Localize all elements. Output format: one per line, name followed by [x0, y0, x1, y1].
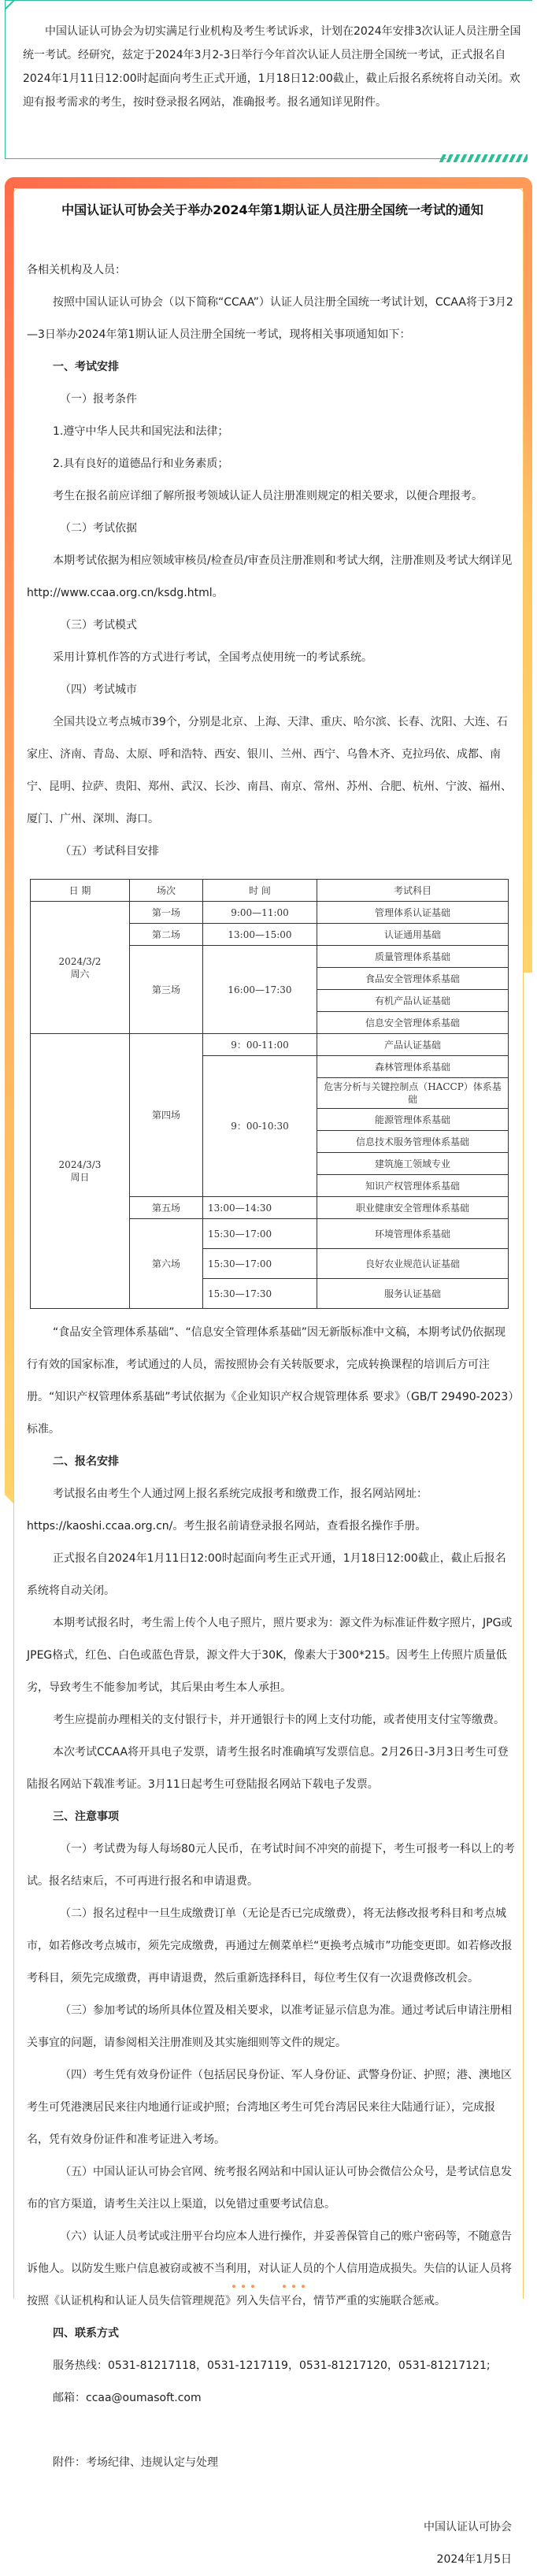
- subject-cell: 产品认证基础: [317, 1034, 509, 1056]
- intro-text: 中国认证认可协会为切实满足行业机构及考生考试诉求，计划在2024年安排3次认证人员注册全国统一考试。经研究，兹定于2024年3月2-3日举行今年首次认证人员注册全国统一考试，正式报名自2024年1月11日12:00时起面向考生正式开通，1月18日12:00截止，截止后报名系统将自动关闭。欢迎有报考需求的考生，按时登录报名网站，准确报考。报名通知详见附件。: [23, 25, 521, 109]
- notice-content: [27, 188, 515, 2576]
- hotline-text: 服务热线：0531-81217118，0531-1217119，0531-81217120，0531-81217121;: [53, 2359, 491, 2372]
- sub1-heading: （一）报考条件: [60, 393, 137, 406]
- exam-mode-text: 采用计算机作答的方式进行考试，全国考点使用统一的考试系统。: [53, 651, 372, 664]
- subject-cell: 认证通用基础: [317, 924, 509, 946]
- table-header-row: [31, 880, 509, 902]
- section2-heading: 二、报名安排: [53, 1455, 119, 1468]
- subject-cell: 质量管理体系基础: [317, 946, 509, 968]
- notes-paragraph: （六）认证人员考试或注册平台均应本人进行操作，并妥善保管自己的账户密码等，不随意告诉他人。以防发生账户信息被窃或被不当利用，对认证人员的个人信用造成损失。失信的认证人员将按照《认证机构和认证人员失信管理规范》列入失信平台，情节严重的实施联合惩戒。: [27, 2230, 512, 2307]
- registration-paragraph: 本期考试报名时，考生需上传个人电子照片，照片要求为：源文件为标准证件数字照片，JPG或JPEG格式，红色、白色或蓝色背景，源文件大于30K，像素大于300*215。因考生上传照片质量低劣，导致考生不能参加考试，其后果由考生本人承担。: [27, 1617, 513, 1694]
- session-cell: 第六场: [130, 1219, 203, 1309]
- time-cell: 13:00—14:30: [203, 1197, 317, 1219]
- corner-decoration-icon: [5, 0, 14, 9]
- sub5-heading: （五）考试科目安排: [60, 845, 159, 858]
- subject-cell: 信息安全管理体系基础: [317, 1012, 509, 1034]
- time-cell: 9：00-11:00: [203, 1034, 317, 1056]
- registration-paragraph: 正式报名自2024年1月11日12:00时起面向考生正式开通，1月18日12:00截止，截止后报名系统将自动关闭。: [27, 1552, 506, 1597]
- table-row: [31, 1034, 509, 1056]
- salutation: 各相关机构及人员：: [27, 264, 126, 276]
- exam-schedule-table: [30, 879, 509, 1309]
- attachment-link[interactable]: 附件：考场纪律、违规认定与处理: [53, 2456, 218, 2469]
- notes-paragraph: （二）报名过程中一旦生成缴费订单（无论是否已完成缴费），将无法修改报考科目和考点城市，如若修改考点城市，须先完成缴费，再通过左侧菜单栏“更换考点城市”功能变更即。如若修改报考科目，须先完成缴费，再申请退费，然后重新选择科目，每位考生仅有一次退费修改机会。: [27, 1907, 513, 1985]
- time-cell: 15:30—17:00: [203, 1219, 317, 1249]
- subject-cell: 环境管理体系基础: [317, 1219, 509, 1249]
- session-cell: 第四场: [130, 1034, 203, 1197]
- exam-basis-text[interactable]: 本期考试依据为相应领域审核员/检查员/审查员注册准则和考试大纲，注册准则及考试大纲详见http://www.ccaa.org.cn/ksdg.html。: [27, 554, 513, 599]
- subject-cell: 信息技术服务管理体系基础: [317, 1131, 509, 1153]
- sub4-heading: （四）考试城市: [60, 684, 137, 696]
- exam-cities-text: 全国共设立考点城市39个，分别是北京、上海、天津、重庆、哈尔滨、长春、沈阳、大连、石家庄、济南、青岛、太原、呼和浩特、西安、银川、兰州、西宁、乌鲁木齐、克拉玛依、成都、南宁、昆明、拉萨、贵阳、郑州、武汉、长沙、南昌、南京、常州、苏州、合肥、杭州、宁波、福州、厦门、广州、深圳、海口。: [27, 716, 512, 825]
- sub3-heading: （三）考试模式: [60, 619, 137, 632]
- date-cell: 2024/3/2 周六: [31, 902, 130, 1034]
- card-frame-top: [5, 177, 532, 188]
- intro-divider: [6, 158, 446, 159]
- subject-cell: 食品安全管理体系基础: [317, 968, 509, 990]
- date-cell: 2024/3/3 周日: [31, 1034, 130, 1309]
- time-cell: 9:00—11:00: [203, 902, 317, 924]
- time-cell: 15:30—17:00: [203, 1249, 317, 1279]
- col-header-date: 日 期: [31, 880, 130, 902]
- card-frame-right: [523, 177, 532, 532]
- subject-cell: 能源管理体系基础: [317, 1109, 509, 1131]
- opening-paragraph: 按照中国认证认可协会（以下简称“CCAA”）认证人员注册全国统一考试计划，CCAA将于3月2—3日举办2024年第1期认证人员注册全国统一考试，现将相关事项通知如下：: [27, 296, 513, 341]
- condition-note: 考生在报名前应详细了解所报考领域认证人员注册准则规定的相关要求，以便合理报考。: [53, 490, 483, 502]
- sub2-heading: （二）考试依据: [60, 522, 137, 535]
- time-cell: 16:00—17:30: [203, 946, 317, 1034]
- session-cell: 第三场: [130, 946, 203, 1034]
- registration-paragraph[interactable]: 考试报名由考生个人通过网上报名系统完成报考和缴费工作，报名网站网址：https://kaoshi.ccaa.org.cn/。考生报名前请登录报名网站，查看报名操作手册。: [27, 1488, 428, 1533]
- subject-cell: 知识产权管理体系基础: [317, 1175, 509, 1197]
- subject-cell: 建筑施工领域专业: [317, 1153, 509, 1175]
- section1-heading: 一、考试安排: [53, 361, 119, 373]
- card-frame-right-lower: [523, 532, 532, 973]
- stripes-decoration-icon: [439, 154, 528, 162]
- col-header-session: 场次: [130, 880, 203, 902]
- time-cell: 9：00-10:30: [203, 1056, 317, 1197]
- subject-cell: 管理体系认证基础: [317, 902, 509, 924]
- condition-item: 1.遵守中华人民共和国宪法和法律；: [53, 425, 229, 438]
- time-cell: 15:30—17:30: [203, 1279, 317, 1309]
- ellipsis-decoration-icon: [0, 2276, 537, 2291]
- table-row: [31, 902, 509, 924]
- subject-cell: 森林管理体系基础: [317, 1056, 509, 1078]
- notes-paragraph: （四）考生凭有效身份证件（包括居民身份证、军人身份证、武警身份证、护照；港、澳地区考生可凭港澳居民来往内地通行证或护照；台湾地区考生可凭台湾居民来往大陆通行证），完成报名，凭有效身份证件和准考证进入考场。: [27, 2069, 512, 2146]
- signature-org: 中国认证认可协会: [424, 2521, 512, 2533]
- subject-cell: 有机产品认证基础: [317, 990, 509, 1012]
- subject-cell: 良好农业规范认证基础: [317, 1249, 509, 1279]
- signature-date: 2024年1月5日: [436, 2553, 512, 2566]
- subject-cell: 职业健康安全管理体系基础: [317, 1197, 509, 1219]
- session-cell: 第二场: [130, 924, 203, 946]
- session-cell: 第五场: [130, 1197, 203, 1219]
- intro-box: [5, 0, 532, 159]
- col-header-time: 时 间: [203, 880, 317, 902]
- email-text[interactable]: 邮箱：ccaa@oumasoft.com: [53, 2392, 202, 2404]
- session-cell: 第一场: [130, 902, 203, 924]
- section3-heading: 三、注意事项: [53, 1811, 119, 1823]
- notice-title: 中国认证认可协会关于举办2024年第1期认证人员注册全国统一考试的通知: [61, 202, 483, 217]
- table-note: “食品安全管理体系基础”、“信息安全管理体系基础”因无新版标准中文稿，本期考试仍依据现行有效的国家标准，考试通过的人员，需按照协会有关转版要求，完成转换课程的培训后方可注册。“知识产权管理体系基础”考试依据为《企业知识产权合规管理体系 要求》（GB/T 29490-2023）标准。: [27, 1326, 514, 1436]
- registration-paragraph: 本次考试CCAA将开具电子发票，请考生报名时准确填写发票信息。2月26日-3月3日考生可登陆报名网站下载准考证。3月11日起考生可登陆报名网站下载电子发票。: [27, 1746, 509, 1791]
- notes-paragraph: （三）参加考试的场所具体位置及相关要求，以准考证显示信息为准。通过考试后申请注册相关事宜的问题，请参阅相关注册准则及其实施细则等文件的规定。: [27, 2004, 512, 2049]
- time-cell: 13:00—15:00: [203, 924, 317, 946]
- col-header-subject: 考试科目: [317, 880, 509, 902]
- condition-item: 2.具有良好的道德品行和业务素质；: [53, 458, 229, 470]
- section4-heading: 四、联系方式: [53, 2327, 119, 2340]
- subject-cell: 服务认证基础: [317, 1279, 509, 1309]
- registration-paragraph: 考生应提前办理相关的支付银行卡，并开通银行卡的网上支付功能，或者使用支付宝等缴费。: [53, 1714, 505, 1726]
- notes-paragraph: （一）考试费为每人每场80元人民币，在考试时间不冲突的前提下，考生可报考一科以上的考试。报名结束后，不可再进行报名和申请退费。: [27, 1843, 515, 1888]
- notes-paragraph: （五）中国认证认可协会官网、统考报名网站和中国认证认可协会微信公众号，是考试信息发布的官方渠道，请考生关注以上渠道，以免错过重要考试信息。: [27, 2166, 512, 2211]
- subject-cell: 危害分析与关键控制点（HACCP）体系基础: [317, 1078, 509, 1109]
